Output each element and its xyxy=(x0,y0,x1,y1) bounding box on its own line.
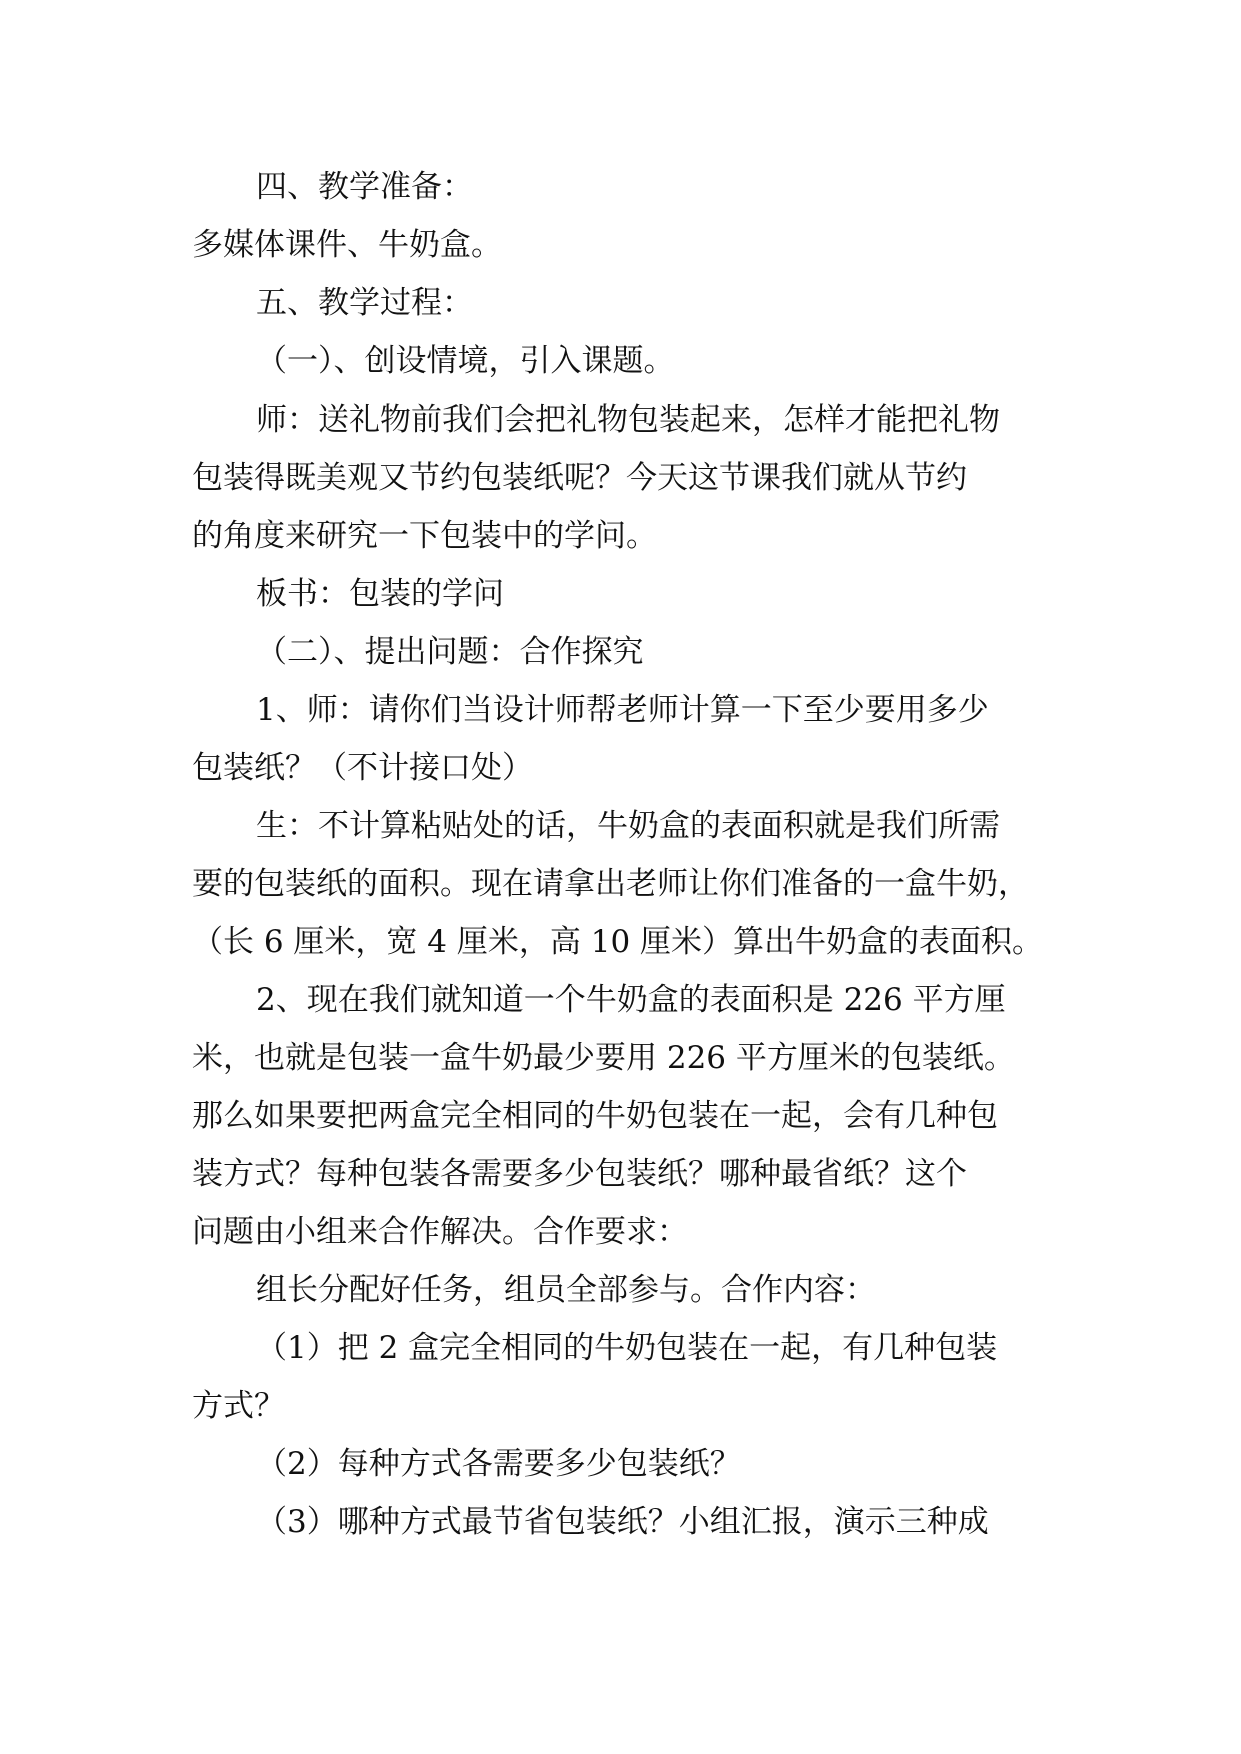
text-line: （二）、提出问题：合作探究 xyxy=(256,634,644,670)
text-line: 问题由小组来合作解决。合作要求： xyxy=(192,1214,688,1250)
text-line: （2）每种方式各需要多少包装纸？ xyxy=(256,1446,741,1482)
text-line: 1、师：请你们当设计师帮老师计算一下至少要用多少 xyxy=(256,692,989,728)
text-line: （1）把 2 盒完全相同的牛奶包装在一起，有几种包装 xyxy=(256,1330,998,1366)
text-line: 组长分配好任务，组员全部参与。合作内容： xyxy=(256,1272,876,1308)
text-line: 的角度来研究一下包装中的学问。 xyxy=(192,518,657,554)
text-line: （3）哪种方式最节省包装纸？小组汇报，演示三种成 xyxy=(256,1504,989,1540)
text-line: 包装得既美观又节约包装纸呢？今天这节课我们就从节约 xyxy=(192,460,967,496)
text-line: 要的包装纸的面积。现在请拿出老师让你们准备的一盒牛奶， xyxy=(192,866,1029,902)
text-line: 2、现在我们就知道一个牛奶盒的表面积是 226 平方厘 xyxy=(256,982,1006,1018)
text-line: 米，也就是包装一盒牛奶最少要用 226 平方厘米的包装纸。 xyxy=(192,1040,1015,1076)
text-line: 装方式？每种包装各需要多少包装纸？哪种最省纸？这个 xyxy=(192,1156,967,1192)
text-line: 多媒体课件、牛奶盒。 xyxy=(192,227,502,263)
text-line: （长 6 厘米，宽 4 厘米，高 10 厘米）算出牛奶盒的表面积。 xyxy=(192,924,1044,960)
text-line: 方式？ xyxy=(192,1388,285,1424)
text-line: 四、教学准备： xyxy=(256,169,473,205)
text-line: 五、教学过程： xyxy=(256,285,473,321)
text-line: 包装纸？（不计接口处） xyxy=(192,750,533,786)
text-line: 师：送礼物前我们会把礼物包装起来，怎样才能把礼物 xyxy=(256,402,1000,438)
text-line: 生：不计算粘贴处的话，牛奶盒的表面积就是我们所需 xyxy=(256,808,1000,844)
text-line: 板书：包装的学问 xyxy=(256,576,504,612)
text-line: （一）、创设情境，引入课题。 xyxy=(256,343,675,379)
text-line: 那么如果要把两盒完全相同的牛奶包装在一起，会有几种包 xyxy=(192,1098,998,1134)
